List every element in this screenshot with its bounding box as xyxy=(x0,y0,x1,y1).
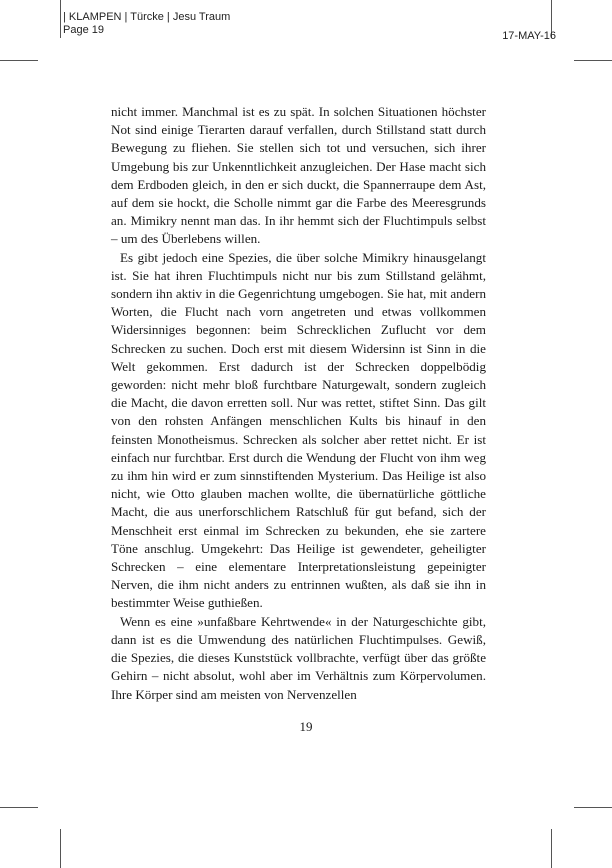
header-date: 17-MAY-16 xyxy=(502,30,556,42)
crop-mark-top-left-horizontal xyxy=(0,60,38,61)
crop-mark-bottom-left-vertical xyxy=(60,829,61,868)
header-title-line: | KLAMPEN | Türcke | Jesu Traum xyxy=(63,11,231,23)
header-page-label: Page 19 xyxy=(63,24,104,36)
crop-mark-bottom-right-vertical xyxy=(551,829,552,868)
paragraph: Es gibt jedoch eine Spezies, die über solche Mimikry hinausgelangt ist. Sie hat ihren Fluchtimpuls nicht nur bis zum Stillstand gelähmt, sondern ihn aktiv in die Gegenrichtung umgebogen. Sie hat, mit andern Worten, die Flucht nach vorn angetreten und etwas vollkommen Widersinniges begonnen: beim Schrecklichen Zuflucht vor dem Schrecken zu suchen. Doch erst mit diesem Widersinn ist Sinn in die Welt gekommen. Erst dadurch ist der Schrecken doppelbödig geworden: nicht mehr bloß furchtbare Naturgewalt, sondern zugleich die Macht, die davon erretten soll. Nur was rettet, stiftet Sinn. Das gilt von den rohsten Anfängen menschlichen Kults bis hinauf in den feinsten Monotheismus. Schrecken als solcher aber rettet nicht. Er ist einfach nur furchtbar. Erst durch die Wendung der Flucht von ihm weg zu ihm hin wird er zum sinnstiftenden Mysterium. Das Heilige ist also nicht, wie Otto glauben machen wollte, die übernatürliche göttliche Macht, die aus unerforschlichem Ratschluß für gut befand, sich der Menschheit erst einmal im Schrecken zu bekunden, ehe sie zartere Töne anschlug. Umgekehrt: Das Heilige ist gewendeter, geheiligter Schrecken – eine elementare Interpretationsleistung gepeinigter Nerven, die ihm nicht anders zu entrinnen wußten, als daß sie ihn in bestimmter Weise guthießen. xyxy=(111,249,486,611)
page-number: 19 xyxy=(299,719,313,734)
crop-mark-bottom-left-horizontal xyxy=(0,807,38,808)
body-text xyxy=(111,103,486,704)
print-header xyxy=(63,11,230,37)
paragraph: nicht immer. Manchmal ist es zu spät. In solchen Situationen höchster Not sind einige Tierarten darauf verfallen, durch Stillstand statt durch Bewegung zu fliehen. Sie stellen sich tot und versuchen, sich ihrer Umgebung bis zur Unkenntlichkeit anzugleichen. Der Hase macht sich dem Erdboden gleich, in den er sich duckt, die Spannerraupe dem Ast, auf dem sie hockt, die Scholle nimmt gar die Farbe des Meeresgrunds an. Mimikry nennt man das. In ihr hemmt sich der Fluchtimpuls selbst – um des Überlebens willen. xyxy=(111,104,486,247)
crop-mark-bottom-right-horizontal xyxy=(574,807,612,808)
crop-mark-top-left-vertical xyxy=(60,0,61,38)
crop-mark-top-right-horizontal xyxy=(574,60,612,61)
paragraph: Wenn es eine »unfaßbare Kehrtwende« in der Naturgeschichte gibt, dann ist es die Umwendung des natürlichen Fluchtimpulses. Gewiß, die Spezies, die dieses Kunststück vollbrachte, verfügt über das größte Gehirn – nicht absolut, wohl aber im Verhältnis zum Körpervolumen. Ihre Körper sind am meisten von Nervenzellen xyxy=(111,613,486,702)
